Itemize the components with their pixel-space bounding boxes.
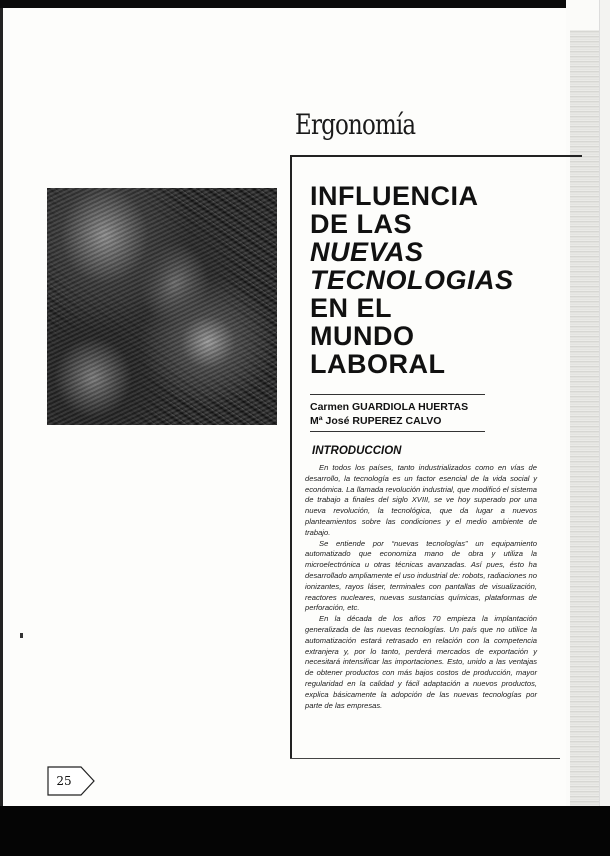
header-rule	[290, 155, 582, 157]
author-list	[310, 400, 468, 428]
section-title: Ergonomía	[295, 108, 416, 141]
author-name: Carmen GUARDIOLA HUERTAS	[310, 401, 469, 413]
headline-line: TECNOLOGIAS	[310, 265, 514, 295]
article-headline	[310, 182, 560, 378]
article-body	[305, 463, 537, 711]
body-paragraph: En la década de los años 70 empieza la implantación generalizada de las nuevas tecnologías. Un país que no utilice la automatización estará retrasado en relación con la competencia extranjera y, por lo tanto, perderá mercados de exportación y necesitará intensificar las importaciones. Esto, unido a las ventajas de obtener productos con más bajos costos de producción, mayor regularidad en la calidad y fácil adaptación a nuevos productos, explica básicamente la adopción de las nuevas tecnologías por parte de las empresas.	[305, 614, 537, 710]
authors-rule-bottom	[310, 431, 485, 432]
scan-top-edge	[0, 0, 590, 8]
headline-line: LABORAL	[310, 349, 446, 379]
headline-line: EN EL	[310, 293, 393, 323]
headline-line: INFLUENCIA	[310, 181, 479, 211]
author-name: Mª José RUPEREZ CALVO	[310, 415, 442, 427]
section-subheading: INTRODUCCION	[312, 445, 402, 457]
body-paragraph: En todos los países, tanto industrializados como en vías de desarrollo, la tecnología es un factor esencial de la vida social y económica. La llamada revolución industrial, que modificó el sistema de trabajo a finales del siglo XVIII, se ve hoy superado por una nueva revolución, la tecnológica, que da lugar a nuevos planteamientos sobre las condiciones y el medio ambiente de trabajo.	[305, 463, 537, 537]
page-number-badge	[47, 766, 97, 796]
scan-bottom-edge	[0, 806, 610, 856]
page-number: 25	[56, 774, 72, 788]
scan-right-bar	[599, 0, 610, 856]
authors-rule-top	[310, 394, 485, 395]
body-paragraph: Se entiende por “nuevas tecnologías” un equipamiento automatizado que economiza mano de obra y utiliza la microelectrónica u otras técnicas avanzadas. Así pues, ésto ha desarrollado ampliamente el uso industrial de: robots, radiaciones no ionizantes, rayos láser, terminales con pantallas de visualización, reactores nucleares, nuevas sustancias químicas, plataformas de perforación, etc.	[305, 538, 537, 613]
headline-line: MUNDO	[310, 321, 415, 351]
article-photo	[47, 188, 277, 425]
box-bottom-rule	[290, 758, 560, 759]
photo-grain	[47, 188, 277, 425]
scan-left-edge	[0, 0, 3, 856]
headline-line: NUEVAS	[310, 237, 424, 267]
headline-line: DE LAS	[310, 209, 413, 239]
box-left-rule	[290, 155, 292, 759]
margin-mark	[20, 633, 23, 638]
